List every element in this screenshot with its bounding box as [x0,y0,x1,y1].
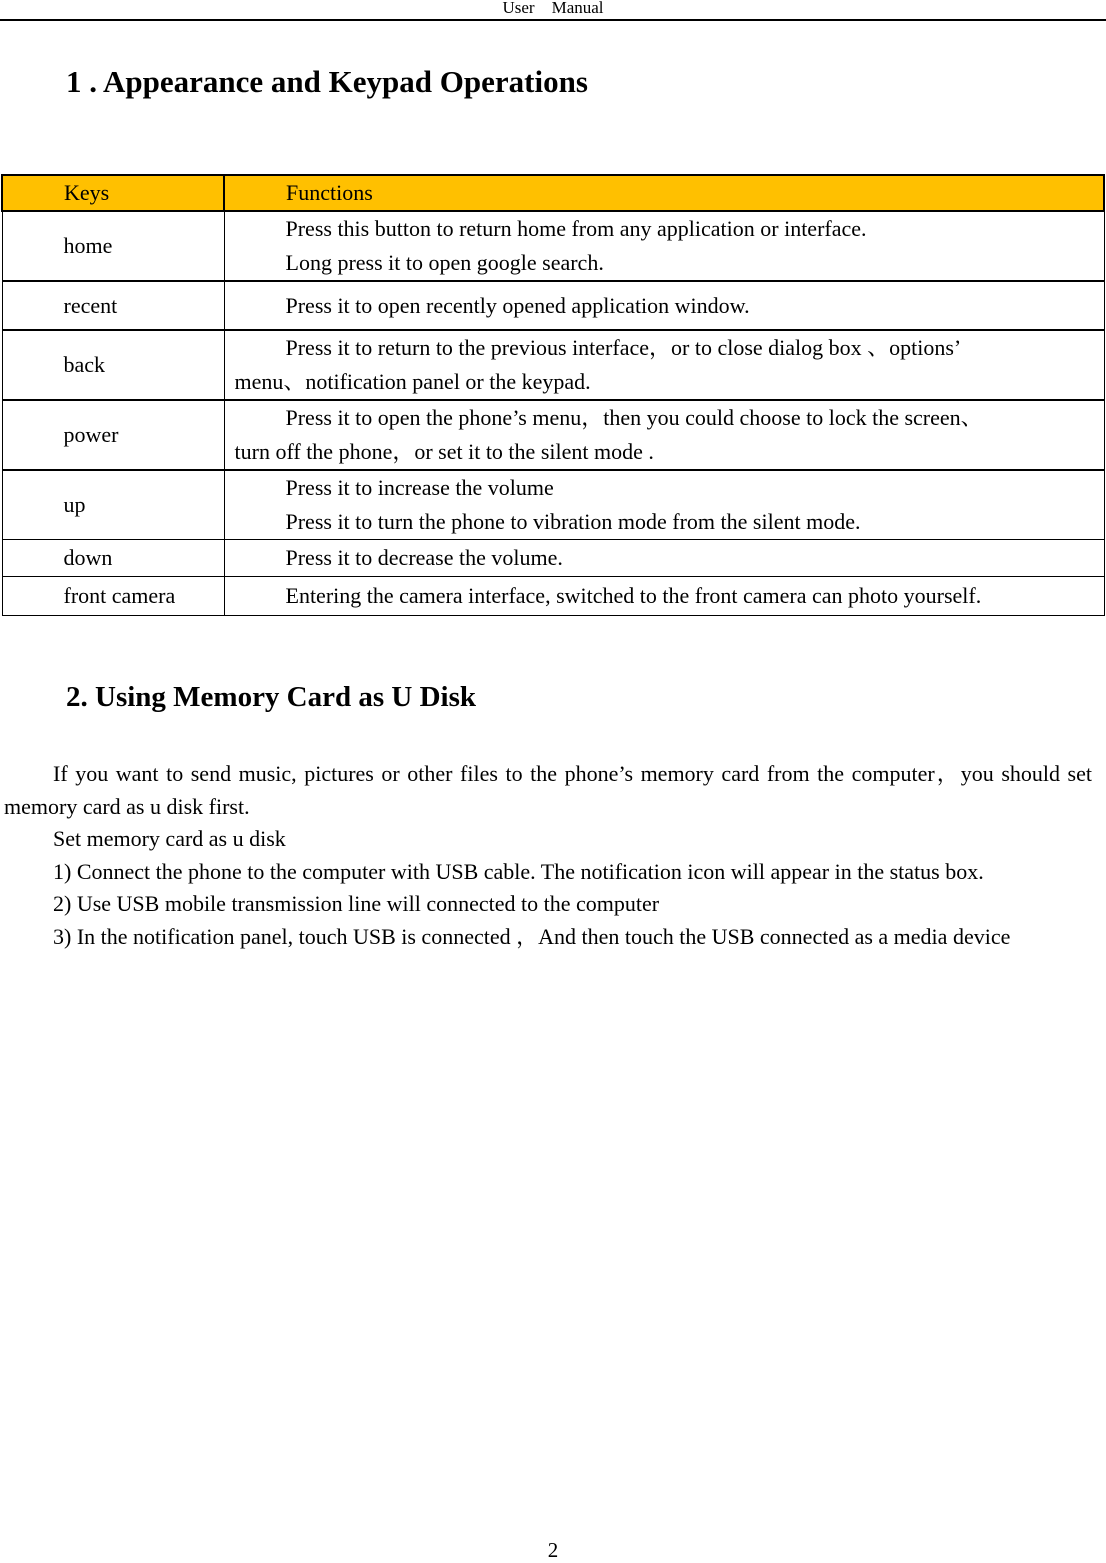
body-paragraph: Set memory card as u disk [53,826,286,851]
function-line: Press this button to return home from any application or interface. [285,216,867,241]
table-row [2,400,1104,470]
key-cell: down [2,540,224,577]
key-cell: front camera [2,577,224,616]
function-line: turn off the phone，or set it to the silent mode . [234,439,654,464]
header-right-word: Manual [551,0,604,17]
table-row [2,577,1104,616]
function-cell [224,540,1104,577]
function-line: Press it to open the phone’s menu，then you could choose to lock the screen、 [285,405,983,430]
table-row [2,281,1104,330]
header-left-word: User [502,0,535,17]
function-line: menu、notification panel or the keypad. [234,369,591,394]
section-1-title: 1 . Appearance and Keypad Operations [66,64,588,99]
table-header-row [2,175,1104,211]
page-number: 2 [547,1538,559,1562]
key-cell: power [2,400,224,470]
table-row [2,470,1104,540]
function-cell [224,400,1104,470]
section-2-body [4,758,1092,953]
body-paragraph: If you want to send music, pictures or other files to the phone’s memory card from the computer，you should set memory card as u disk first. [4,761,1092,819]
running-header [0,0,1106,21]
function-cell [224,281,1104,330]
function-line: Press it to open recently opened application window. [285,292,750,318]
key-cell: back [2,330,224,400]
function-line: Press it to decrease the volume. [285,545,563,570]
key-cell: recent [2,281,224,330]
body-paragraph: 3) In the notification panel, touch USB is connected ，And then touch the USB connected as a media device [53,923,1011,949]
function-cell [224,577,1104,616]
key-cell: up [2,470,224,540]
section-2-title: 2. Using Memory Card as U Disk [66,681,477,713]
body-paragraph: 2) Use USB mobile transmission line will connected to the computer [53,891,660,916]
table-row [2,540,1104,577]
body-paragraph: 1) Connect the phone to the computer with USB cable. The notification icon will appear in the status box. [53,858,984,884]
function-line: Press it to increase the volume [285,475,554,500]
key-cell: home [2,211,224,281]
col-header-functions: Functions [224,175,1104,211]
table-row [2,211,1104,281]
keys-functions-table [1,174,1105,616]
col-header-keys: Keys [2,175,224,211]
function-cell [224,470,1104,540]
function-line: Press it to return to the previous interface，or to close dialog box 、options’ [285,335,962,360]
function-line: Entering the camera interface, switched to the front camera can photo yourself. [285,583,982,608]
function-cell [224,330,1104,400]
function-cell [224,211,1104,281]
function-line: Press it to turn the phone to vibration mode from the silent mode. [285,509,861,534]
table-row [2,330,1104,400]
function-line: Long press it to open google search. [285,250,604,275]
